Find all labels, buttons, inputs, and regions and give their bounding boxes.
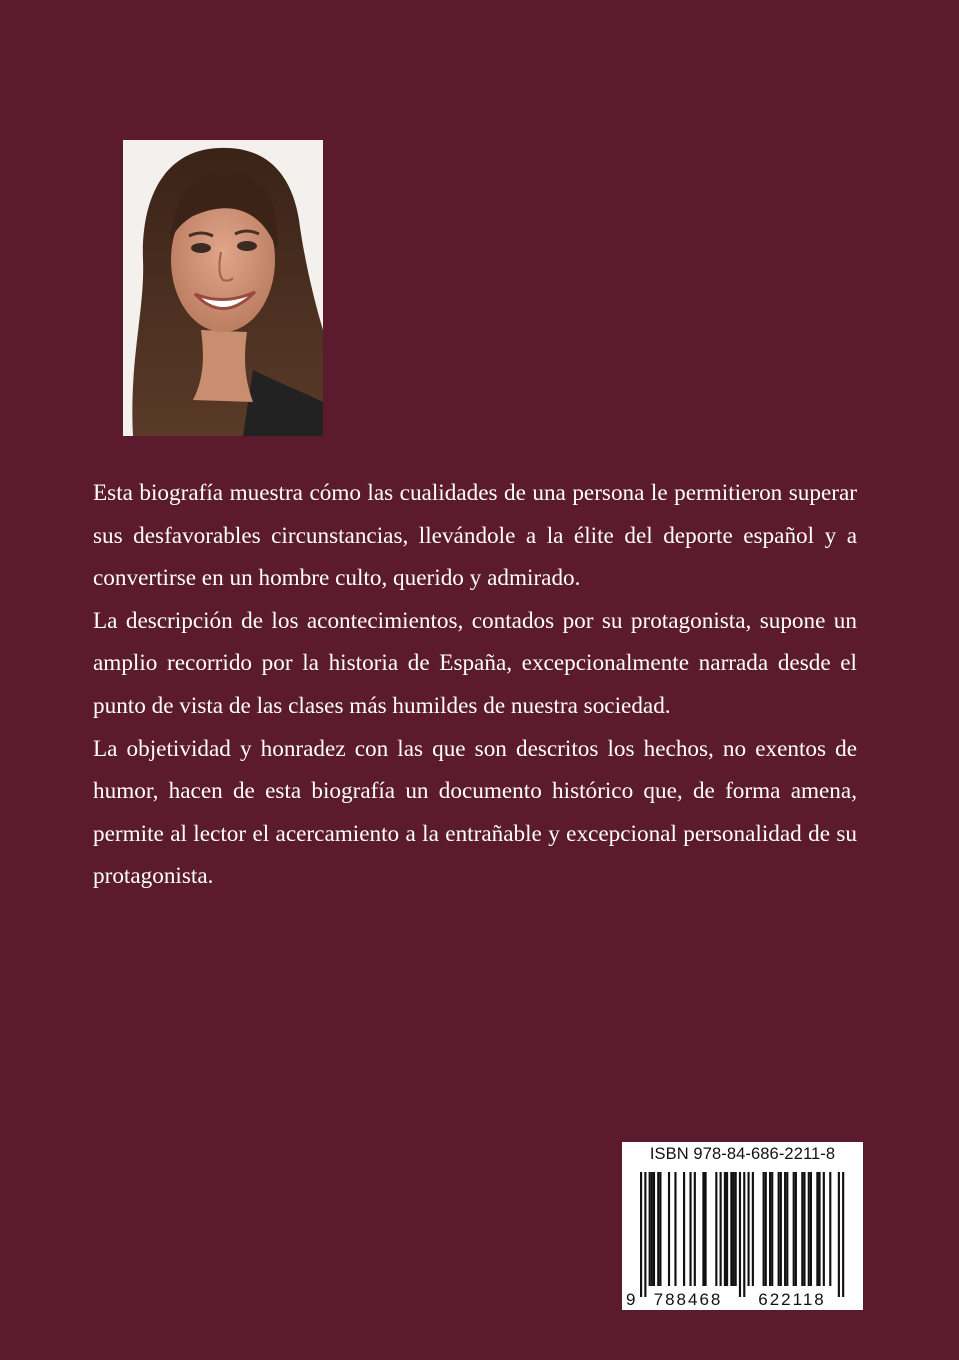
blurb-paragraph-1: Esta biografía muestra cómo las cualidades de una persona le permitieron superar sus desfavorables circunstancias, llevándole a la élite del deporte español y a convertirse en un hombre culto, querido y admirado. bbox=[93, 480, 857, 592]
barcode-bar bbox=[724, 1172, 726, 1286]
barcode-bar bbox=[763, 1172, 765, 1286]
barcode-bar bbox=[818, 1172, 820, 1286]
barcode-bar bbox=[730, 1172, 732, 1286]
barcode-bars bbox=[640, 1172, 844, 1297]
barcode-bar bbox=[823, 1172, 825, 1286]
barcode-bar bbox=[752, 1172, 754, 1286]
author-photo bbox=[123, 140, 323, 436]
barcode-left-group: 788468 bbox=[653, 1290, 723, 1309]
barcode-bar bbox=[640, 1172, 642, 1297]
barcode-bar bbox=[743, 1172, 745, 1297]
back-cover-blurb bbox=[93, 472, 857, 898]
barcode-bar bbox=[801, 1172, 803, 1286]
barcode-bar bbox=[842, 1172, 844, 1297]
barcode-bar bbox=[732, 1172, 734, 1286]
barcode-bar bbox=[668, 1172, 670, 1286]
isbn-label: ISBN 978-84-686-2211-8 bbox=[649, 1145, 836, 1163]
barcode-right-group: 622118 bbox=[758, 1290, 826, 1309]
barcode-bar bbox=[720, 1172, 722, 1286]
barcode-first-digit: 9 bbox=[626, 1290, 636, 1309]
barcode-bar bbox=[829, 1172, 831, 1286]
barcode-bar bbox=[657, 1172, 659, 1286]
barcode-bar bbox=[778, 1172, 780, 1286]
barcode-bar bbox=[726, 1172, 728, 1286]
barcode-bar bbox=[793, 1172, 795, 1286]
barcode-bar bbox=[838, 1172, 840, 1297]
barcode-bar bbox=[795, 1172, 797, 1286]
barcode-bar bbox=[674, 1172, 676, 1286]
barcode-bar bbox=[771, 1172, 773, 1286]
barcode-bar bbox=[659, 1172, 661, 1286]
barcode-bar bbox=[735, 1172, 737, 1286]
barcode-bar bbox=[705, 1172, 707, 1286]
barcode-bar bbox=[644, 1172, 646, 1297]
barcode-bar bbox=[816, 1172, 818, 1286]
barcode-bar bbox=[739, 1172, 741, 1297]
barcode-bar bbox=[653, 1172, 655, 1286]
blurb-paragraph-3: La objetividad y honradez con las que son descritos los hechos, no exentos de humor, hacen de esta biografía un documento histórico que, de forma amena, permite al lector el acercamiento a la entrañable y excepcional personalidad de su protagonista. bbox=[93, 735, 857, 890]
barcode-bar bbox=[769, 1172, 771, 1286]
isbn-barcode bbox=[622, 1142, 863, 1310]
barcode-bar bbox=[784, 1172, 786, 1286]
barcode-bar bbox=[780, 1172, 782, 1286]
barcode-bar bbox=[786, 1172, 788, 1286]
barcode-bar bbox=[702, 1172, 704, 1286]
barcode-image bbox=[622, 1169, 863, 1310]
barcode-bar bbox=[810, 1172, 812, 1286]
author-portrait-image bbox=[123, 140, 323, 436]
barcode-bar bbox=[694, 1172, 696, 1286]
blurb-paragraph-2: La descripción de los acontecimientos, contados por su protagonista, supone un amplio recorrido por la historia de España, excepcionalmente narrada desde el punto de vista de las clases más humildes de nuestra sociedad. bbox=[93, 607, 857, 719]
barcode-bar bbox=[651, 1172, 653, 1286]
barcode-bar bbox=[803, 1172, 805, 1286]
barcode-bar bbox=[748, 1172, 750, 1286]
barcode-bar bbox=[683, 1172, 685, 1286]
barcode-bar bbox=[689, 1172, 691, 1286]
barcode-bar bbox=[649, 1172, 651, 1286]
barcode-bar bbox=[808, 1172, 810, 1286]
barcode-bar bbox=[765, 1172, 767, 1286]
barcode-bar bbox=[715, 1172, 717, 1286]
